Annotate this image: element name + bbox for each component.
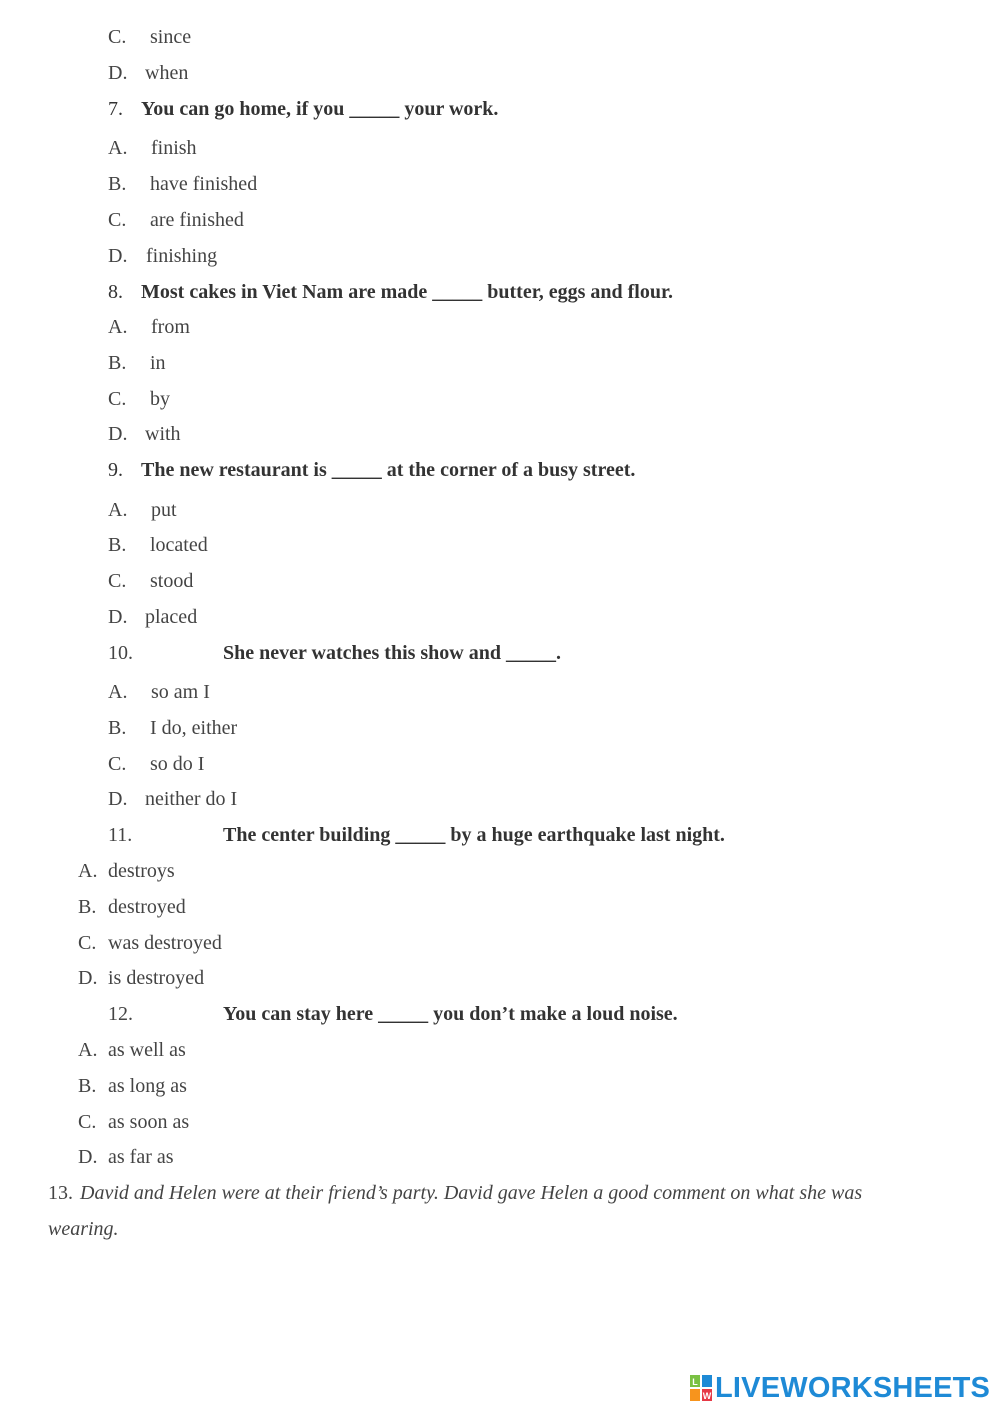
question-12: 12. You can stay here _____ you don’t make a loud noise. [108, 1003, 678, 1025]
q7-option-b[interactable]: B. have finished [108, 173, 258, 195]
q9-option-c[interactable]: C. stood [108, 570, 194, 592]
q12-option-c[interactable]: C. as soon as [78, 1111, 190, 1133]
q10-option-a[interactable]: A. so am I [108, 681, 210, 703]
q9-option-b[interactable]: B. located [108, 534, 208, 556]
q10-option-d[interactable]: D. neither do I [108, 788, 238, 810]
q7-option-a[interactable]: A. finish [108, 137, 197, 159]
liveworksheets-logo-icon [690, 1375, 712, 1401]
q11-option-b[interactable]: B. destroyed [78, 896, 186, 918]
q9-option-d[interactable]: D. placed [108, 606, 198, 628]
q10-option-c[interactable]: C. so do I [108, 753, 205, 775]
q10-option-b[interactable]: B. I do, either [108, 717, 238, 739]
q7-option-c[interactable]: C. are finished [108, 209, 244, 231]
liveworksheets-logo [690, 1372, 990, 1404]
q12-option-b[interactable]: B. as long as [78, 1075, 187, 1097]
q12-option-a[interactable]: A. as well as [78, 1039, 186, 1061]
q6-option-c[interactable]: C. since [108, 26, 192, 48]
brand-name: LIVEWORKSHEETS [715, 1371, 991, 1404]
q11-option-a[interactable]: A. destroys [78, 860, 175, 882]
question-9: 9. The new restaurant is _____ at the corner of a busy street. [108, 459, 636, 481]
q8-option-c[interactable]: C. by [108, 388, 170, 410]
question-10: 10. She never watches this show and _____. [108, 642, 561, 664]
q8-option-b[interactable]: B. in [108, 352, 166, 374]
q11-option-d[interactable]: D. is destroyed [78, 967, 205, 989]
q6-option-d[interactable]: D. when [108, 62, 189, 84]
question-13: 13. David and Helen were at their friend’s party. David gave Helen a good comment on what she was [48, 1182, 863, 1204]
q11-option-c[interactable]: C. was destroyed [78, 932, 222, 954]
q9-option-a[interactable]: A. put [108, 499, 177, 521]
question-7: 7. You can go home, if you _____ your work. [108, 98, 499, 120]
logo-letter-l: L [692, 1377, 698, 1387]
q12-option-d[interactable]: D. as far as [78, 1146, 174, 1168]
question-13-continuation: wearing. [48, 1218, 119, 1240]
q8-option-d[interactable]: D. with [108, 423, 181, 445]
q7-option-d[interactable]: D. finishing [108, 245, 218, 267]
question-11: 11. The center building _____ by a huge earthquake last night. [108, 824, 725, 846]
q8-option-a[interactable]: A. from [108, 316, 190, 338]
logo-letter-w: W [702, 1391, 712, 1401]
question-8: 8. Most cakes in Viet Nam are made _____ butter, eggs and flour. [108, 281, 674, 303]
